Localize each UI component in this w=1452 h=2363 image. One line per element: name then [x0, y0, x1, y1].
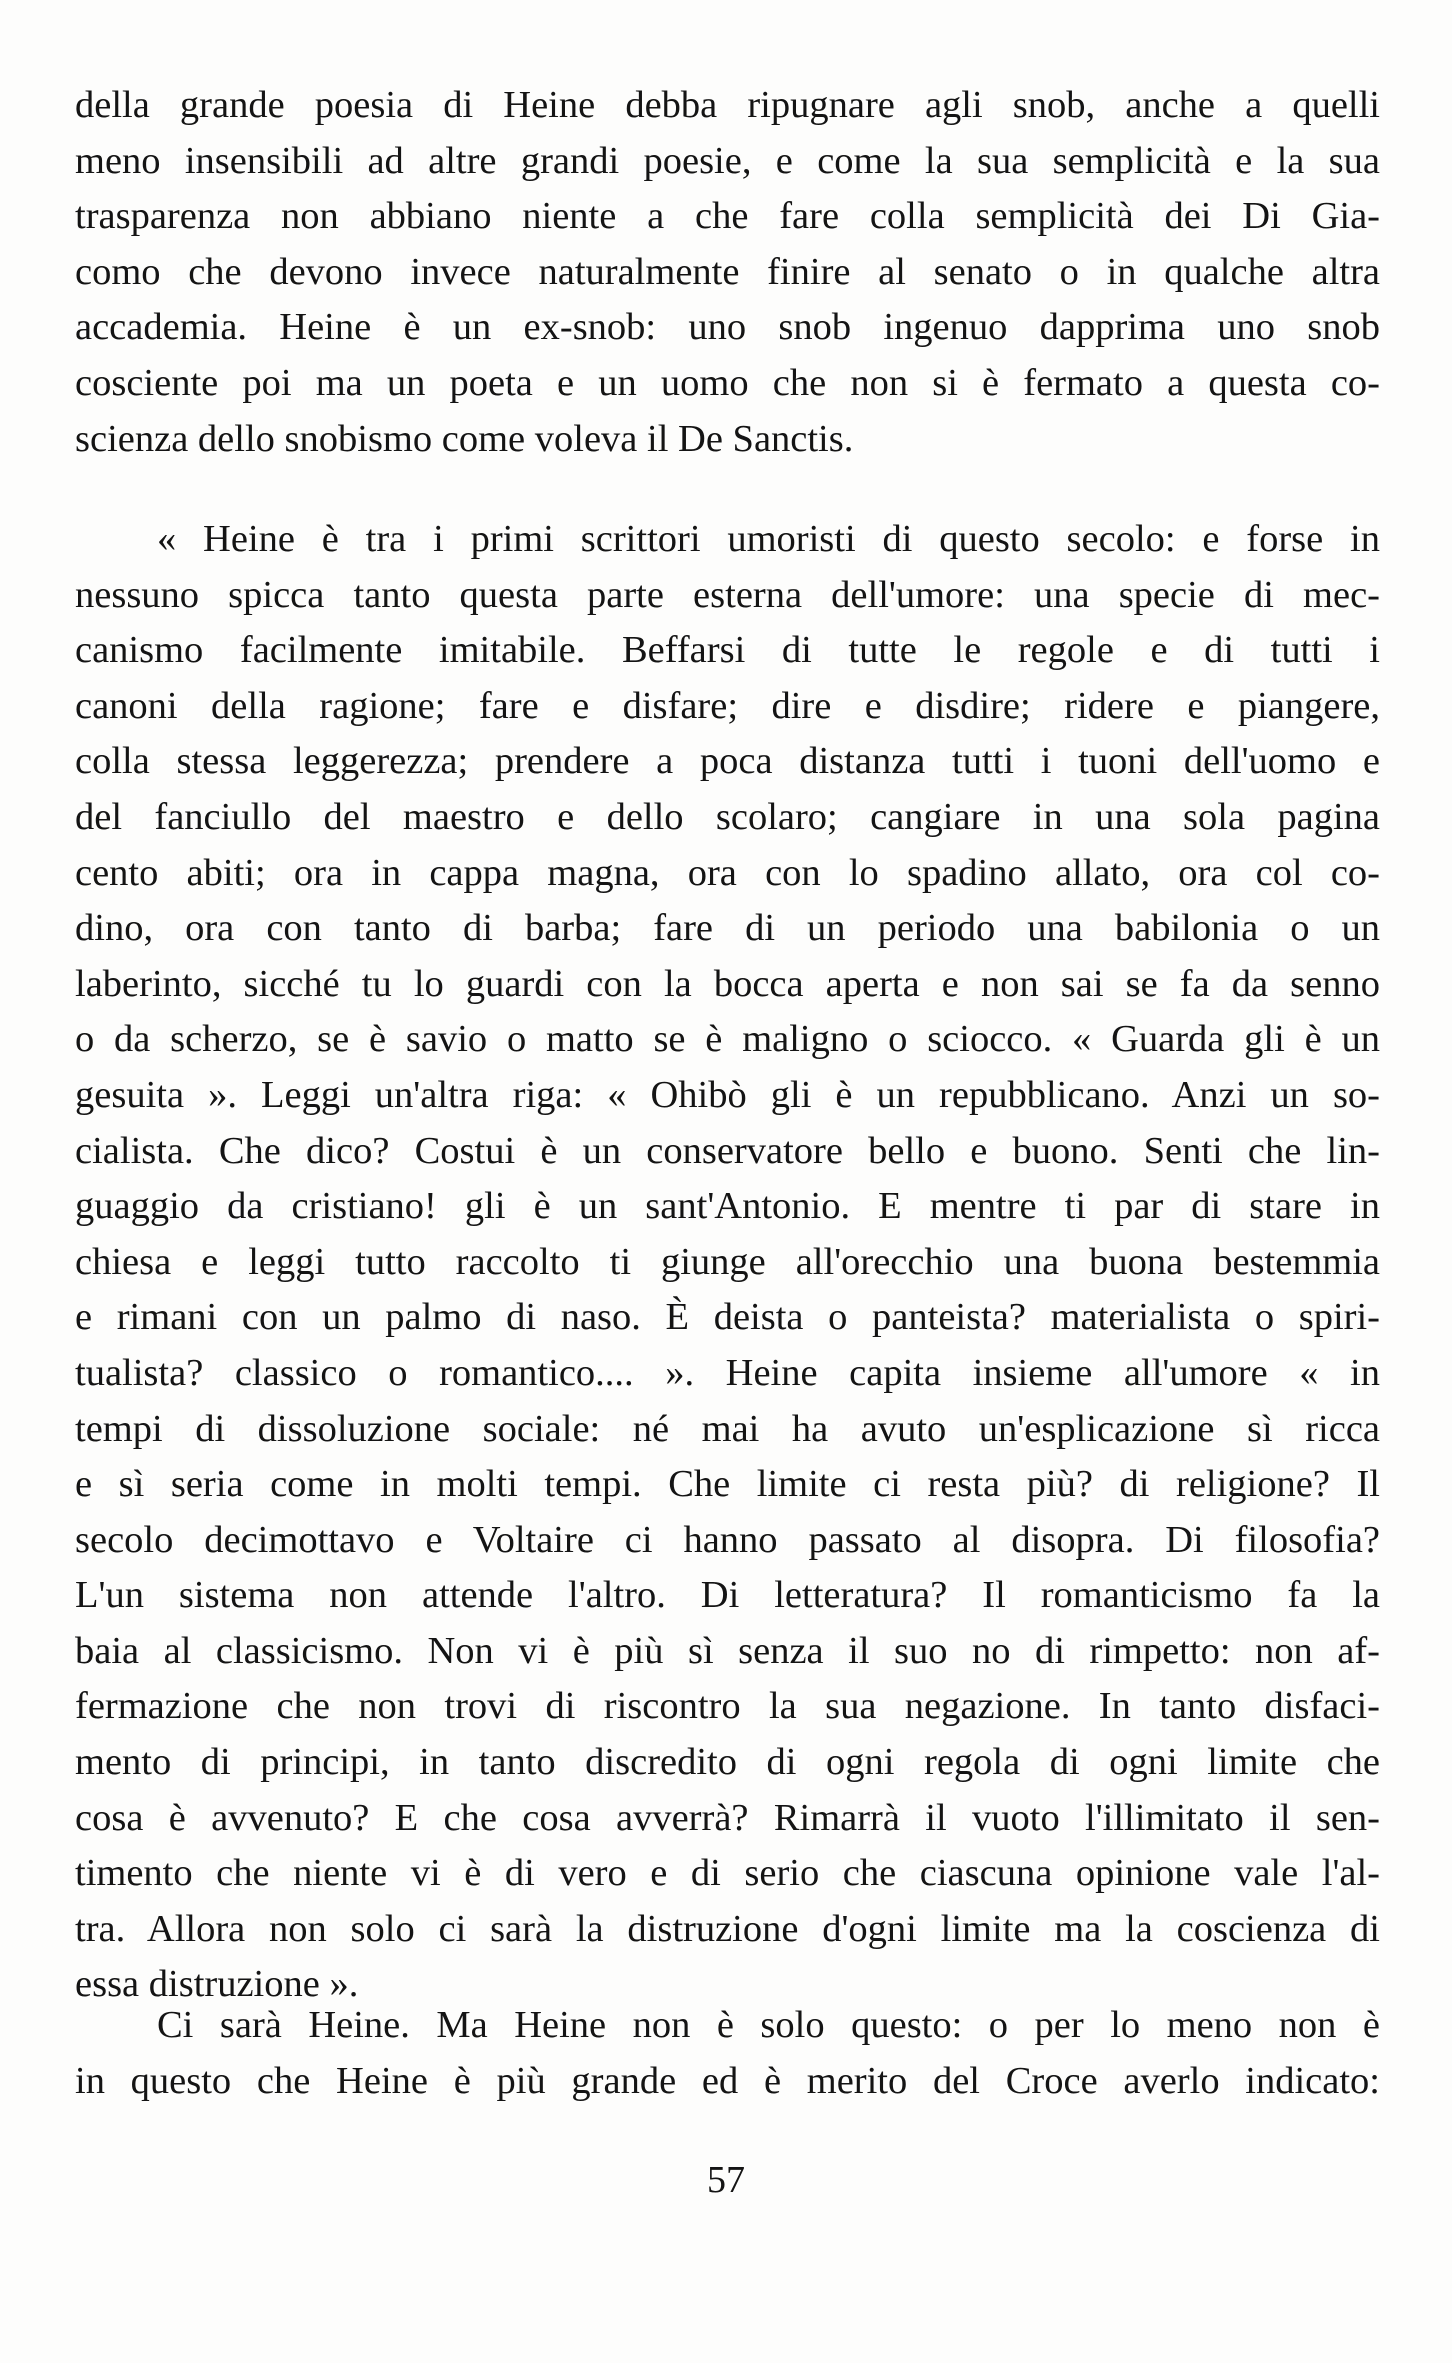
text-line: mento di principi, in tanto discredito di ogni regola di ogni limite che: [75, 1741, 1380, 1784]
text-line: tualista? classico o romantico.... ». Heine capita insieme all'umore « in: [75, 1351, 1380, 1394]
text-line: Ci sarà Heine. Ma Heine non è solo questo: o per lo meno non è: [157, 2004, 1380, 2046]
text-line: como che devono invece naturalmente finire al senato o in qualche altra: [75, 250, 1380, 293]
text-line: nessuno spicca tanto questa parte esterna dell'umore: una specie di mec-: [75, 573, 1380, 616]
text-line: cento abiti; ora in cappa magna, ora con lo spadino allato, ora col co-: [75, 851, 1380, 894]
text-line: gesuita ». Leggi un'altra riga: « Ohibò gli è un repubblicano. Anzi un so-: [75, 1073, 1380, 1116]
text-line: e sì seria come in molti tempi. Che limite ci resta più? di religione? Il: [75, 1463, 1380, 1506]
text-line: guaggio da cristiano! gli è un sant'Antonio. E mentre ti par di stare in: [75, 1185, 1380, 1228]
text-line: in questo che Heine è più grande ed è merito del Croce averlo indicato:: [75, 2059, 1380, 2102]
text-line: tempi di dissoluzione sociale: né mai ha avuto un'esplicazione sì ricca: [75, 1407, 1380, 1450]
text-line: laberinto, sicché tu lo guardi con la bocca aperta e non sai se fa da senno: [75, 962, 1380, 1005]
text-line: essa distruzione ».: [75, 1963, 359, 2006]
text-line: trasparenza non abbiano niente a che fare colla semplicità dei Di Gia-: [75, 195, 1380, 238]
text-line: del fanciullo del maestro e dello scolaro; cangiare in una sola pagina: [75, 795, 1380, 838]
text-line: accademia. Heine è un ex-snob: uno snob ingenuo dapprima uno snob: [75, 306, 1380, 349]
text-line: meno insensibili ad altre grandi poesie, e come la sua semplicità e la sua: [75, 139, 1380, 182]
text-line: dino, ora con tanto di barba; fare di un periodo una babilonia o un: [75, 907, 1380, 950]
text-line: timento che niente vi è di vero e di serio che ciascuna opinione vale l'al-: [75, 1852, 1380, 1895]
text-line: canismo facilmente imitabile. Beffarsi di tutte le regole e di tutti i: [75, 629, 1380, 672]
text-line: fermazione che non trovi di riscontro la sua negazione. In tanto disfaci-: [75, 1685, 1380, 1728]
text-line: cosciente poi ma un poeta e un uomo che non si è fermato a questa co-: [75, 361, 1380, 404]
text-line: e rimani con un palmo di naso. È deista o panteista? materialista o spiri-: [75, 1296, 1380, 1339]
text-line: tra. Allora non solo ci sarà la distruzione d'ogni limite ma la coscienza di: [75, 1907, 1380, 1950]
text-line: baia al classicismo. Non vi è più sì senza il suo no di rimpetto: non af-: [75, 1629, 1380, 1672]
text-line: scienza dello snobismo come voleva il De Sanctis.: [75, 417, 854, 460]
paragraph-1: [75, 78, 1380, 467]
text-line: canoni della ragione; fare e disfare; dire e disdire; ridere e piangere,: [75, 684, 1380, 727]
text-line: colla stessa leggerezza; prendere a poca distanza tutti i tuoni dell'uomo e: [75, 740, 1380, 783]
text-line: o da scherzo, se è savio o matto se è maligno o sciocco. « Guarda gli è un: [75, 1018, 1380, 1061]
page-number: 57: [707, 2159, 745, 2201]
text-line: della grande poesia di Heine debba ripugnare agli snob, anche a quelli: [75, 84, 1380, 126]
text-line: « Heine è tra i primi scrittori umoristi di questo secolo: e forse in: [157, 518, 1380, 560]
text-line: chiesa e leggi tutto raccolto ti giunge all'orecchio una buona bestemmia: [75, 1240, 1380, 1283]
text-line: cialista. Che dico? Costui è un conservatore bello e buono. Senti che lin-: [75, 1129, 1380, 1172]
paragraph-2-quotation: [75, 512, 1380, 2013]
text-line: cosa è avvenuto? E che cosa avverrà? Rimarrà il vuoto l'illimitato il sen-: [75, 1796, 1380, 1839]
paragraph-3: [75, 1998, 1380, 2109]
text-line: L'un sistema non attende l'altro. Di letteratura? Il romanticismo fa la: [75, 1574, 1380, 1617]
text-line: secolo decimottavo e Voltaire ci hanno passato al disopra. Di filosofia?: [75, 1518, 1380, 1561]
